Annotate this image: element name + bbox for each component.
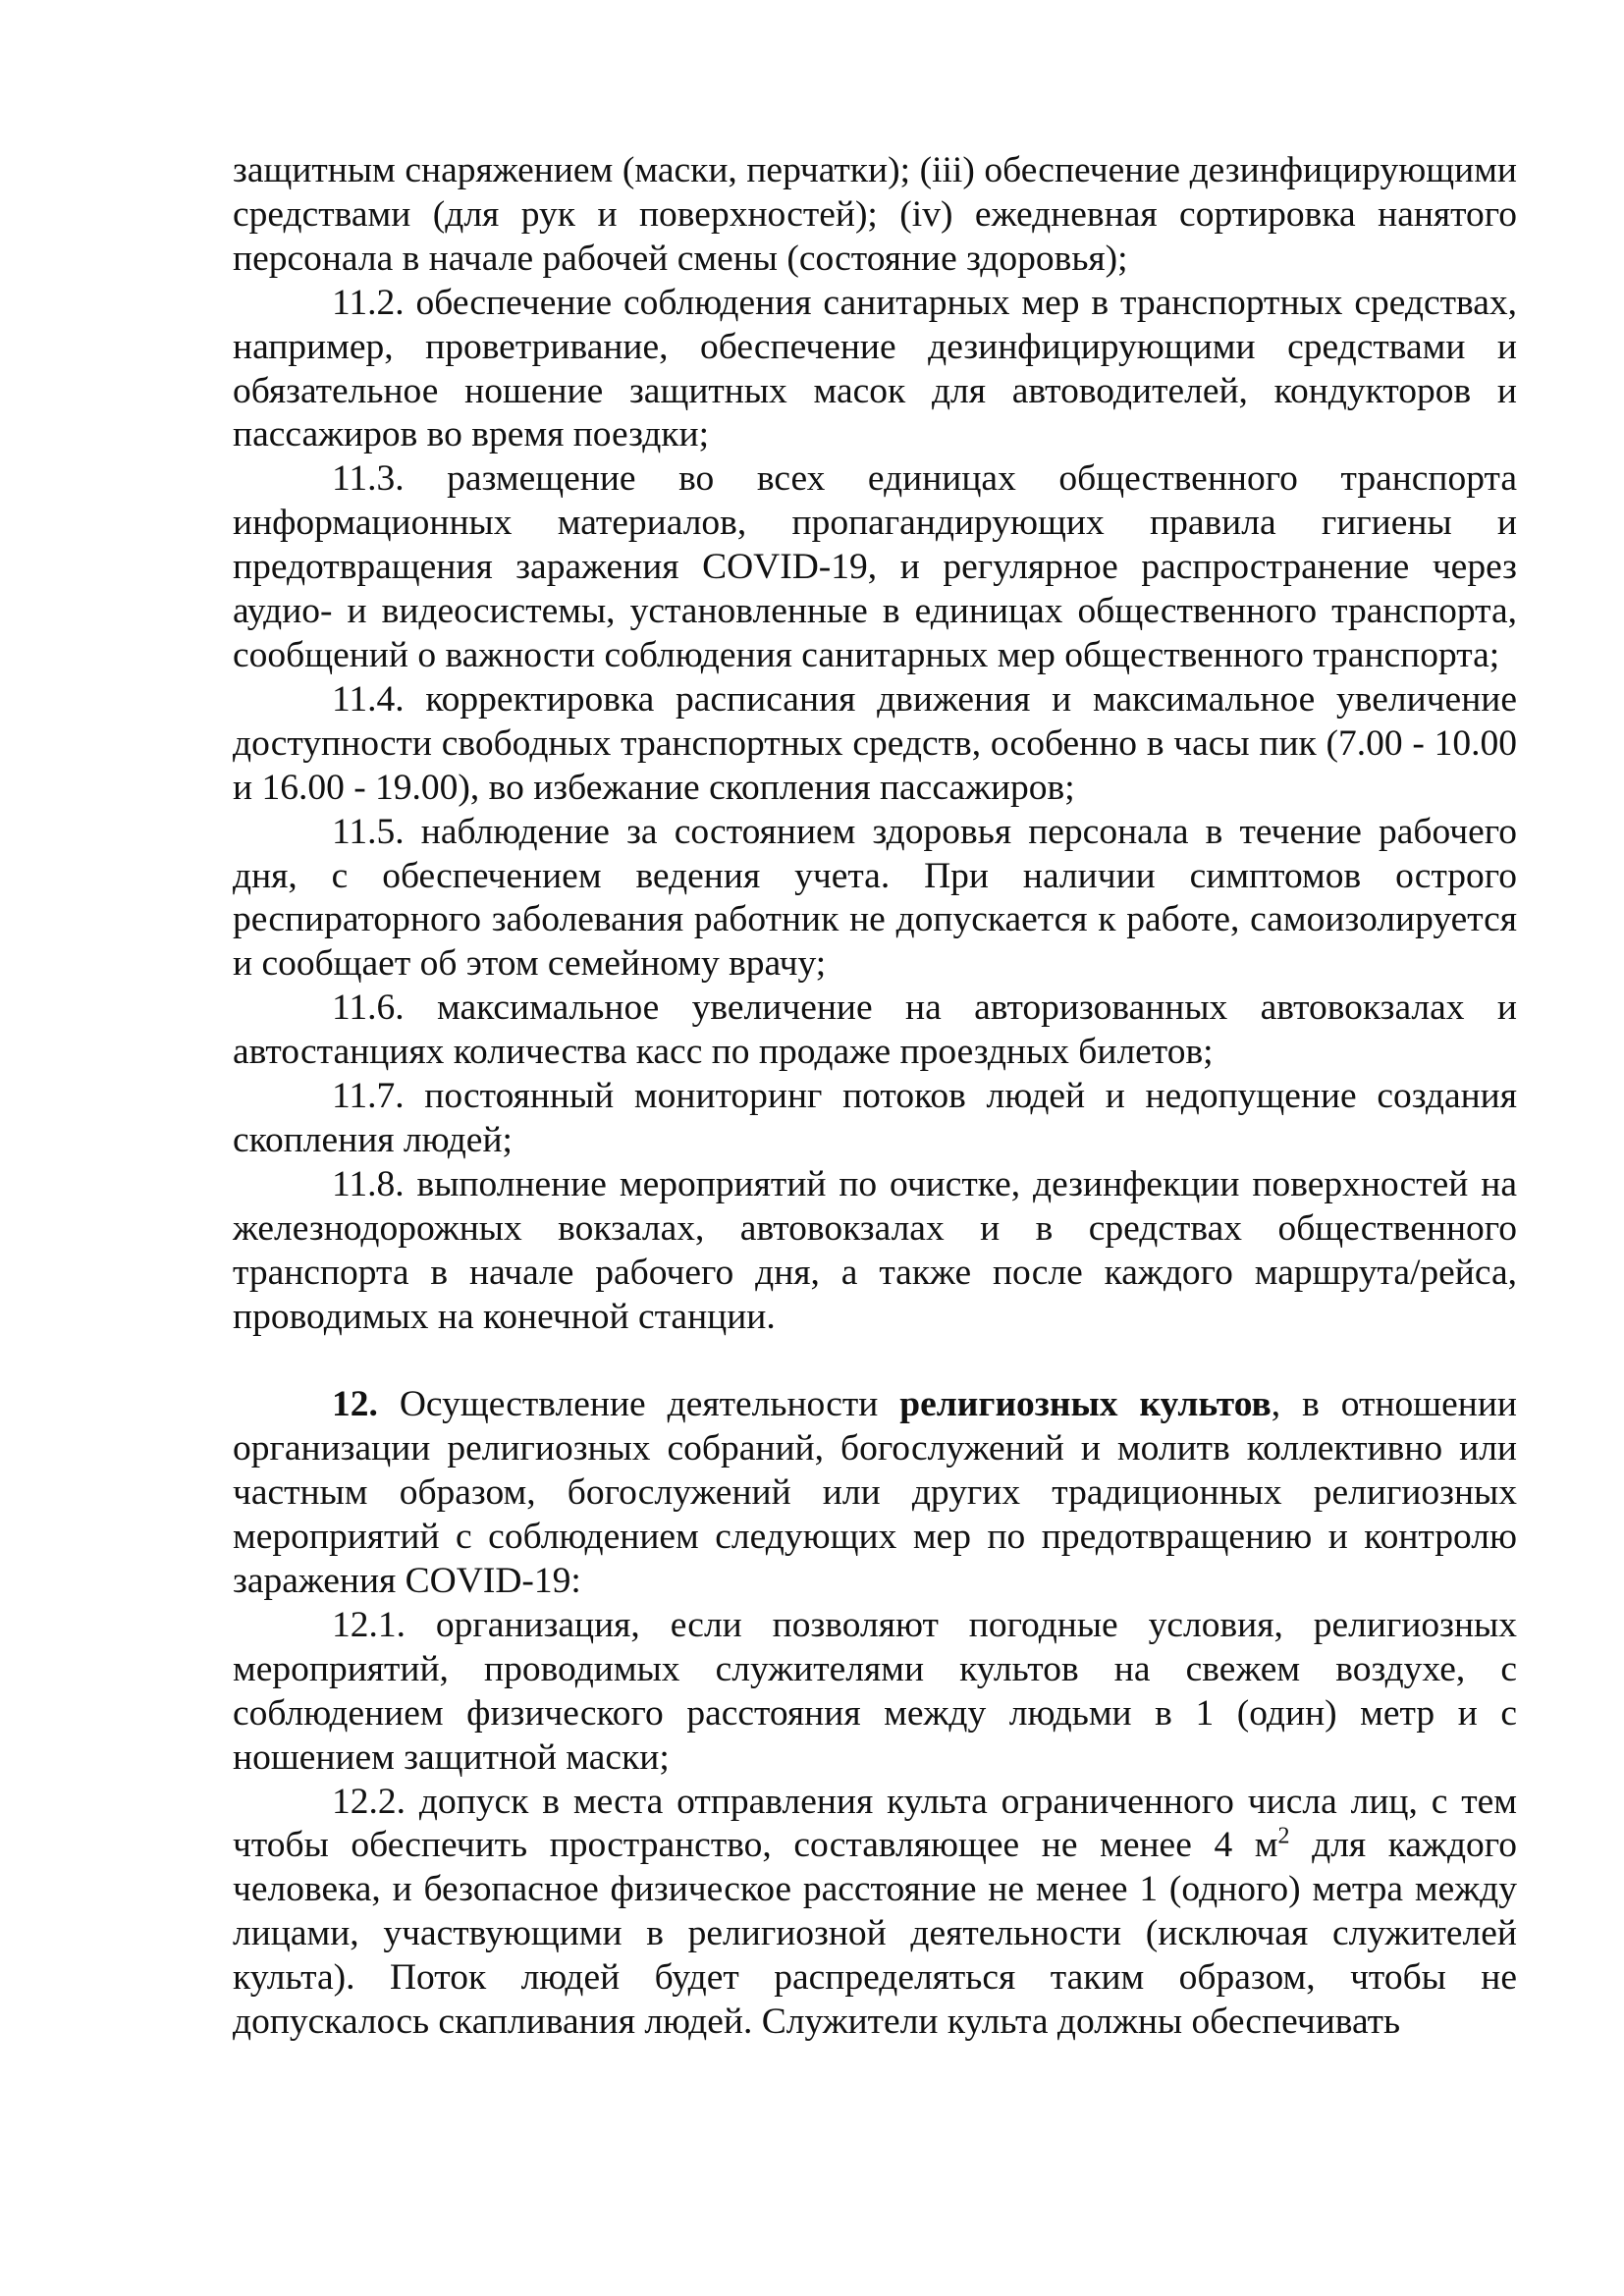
document-body bbox=[233, 149, 1517, 2045]
paragraph-12-text-b: , в отношении организации религиозных собраний, богослужений и молитв коллективно или частным образом, богослужений или других традиционных религиозных мероприятий с соблюдением следующих мер по предотвращению и контролю заражения COVID-19: bbox=[233, 1384, 1517, 1601]
section-number: 12. bbox=[332, 1384, 378, 1425]
paragraph-11-2: 11.2. обеспечение соблюдения санитарных мер в транспортных средствах, например, проветривание, обеспечение дезинфицирующими средствами и обязательное ношение защитных масок для автоводителей, кондукторов и пассажиров во время поездки; bbox=[233, 282, 1517, 455]
paragraph-11-5: 11.5. наблюдение за состоянием здоровья персонала в течение рабочего дня, с обеспечением ведения учета. При наличии симптомов острого респираторного заболевания работник не допускается к работе, самоизолируется и сообщает об этом семейному врачу; bbox=[233, 811, 1517, 985]
superscript-2: 2 bbox=[1277, 1823, 1290, 1849]
bold-term: религиозных культов bbox=[899, 1384, 1272, 1425]
paragraph-12-1: 12.1. организация, если позволяют погодные условия, религиозных мероприятий, проводимых служителями культов на свежем воздухе, с соблюдением физического расстояния между людьми в 1 (один) метр и с ношением защитной маски; bbox=[233, 1604, 1517, 1778]
paragraph-12-2-text-a: 12.2. допуск в места отправления культа ограниченного числа лиц, с тем чтобы обеспечить пространство, составляющее не менее 4 м bbox=[233, 1781, 1517, 1866]
paragraph-11-8: 11.8. выполнение мероприятий по очистке, дезинфекции поверхностей на железнодорожных вокзалах, автовокзалах и в средствах общественного транспорта в начале рабочего дня, а также после каждого маршрута/рейса, проводимых на конечной станции. bbox=[233, 1163, 1517, 1337]
paragraph-spacer bbox=[233, 1339, 1517, 1383]
paragraph-continuation: защитным снаряжением (маски, перчатки); (iii) обеспечение дезинфицирующими средствами (для рук и поверхностей); (iv) ежедневная сортировка нанятого персонала в начале рабочей смены (состояние здоровья); bbox=[233, 150, 1517, 279]
paragraph-12-text-a: Осуществление деятельности bbox=[377, 1384, 900, 1425]
paragraph-12 bbox=[233, 1383, 1517, 1604]
paragraph-12-2 bbox=[233, 1781, 1517, 2045]
paragraph-11-7: 11.7. постоянный мониторинг потоков людей и недопущение создания скопления людей; bbox=[233, 1076, 1517, 1160]
paragraph-11-3: 11.3. размещение во всех единицах общественного транспорта информационных материалов, пропагандирующих правила гигиены и предотвращения заражения COVID-19, и регулярное распространение через аудио- и видеосистемы, установленные в единицах общественного транспорта, сообщений о важности соблюдения санитарных мер общественного транспорта; bbox=[233, 458, 1517, 675]
paragraph-11-4: 11.4. корректировка расписания движения и максимальное увеличение доступности свободных транспортных средств, особенно в часы пик (7.00 - 10.00 и 16.00 - 19.00), во избежание скопления пассажиров; bbox=[233, 678, 1517, 808]
paragraph-12-2-text-b: для каждого человека, и безопасное физическое расстояние не менее 1 (одного) метра между лицами, участвующими в религиозной деятельности (исключая служителей культа). Поток людей будет распределяться таким образом, чтобы не допускалось скапливания людей. Служители культа должны обеспечивать bbox=[233, 1825, 1517, 2043]
paragraph-11-6: 11.6. максимальное увеличение на авторизованных автовокзалах и автостанциях количества касс по продаже проездных билетов; bbox=[233, 988, 1517, 1073]
